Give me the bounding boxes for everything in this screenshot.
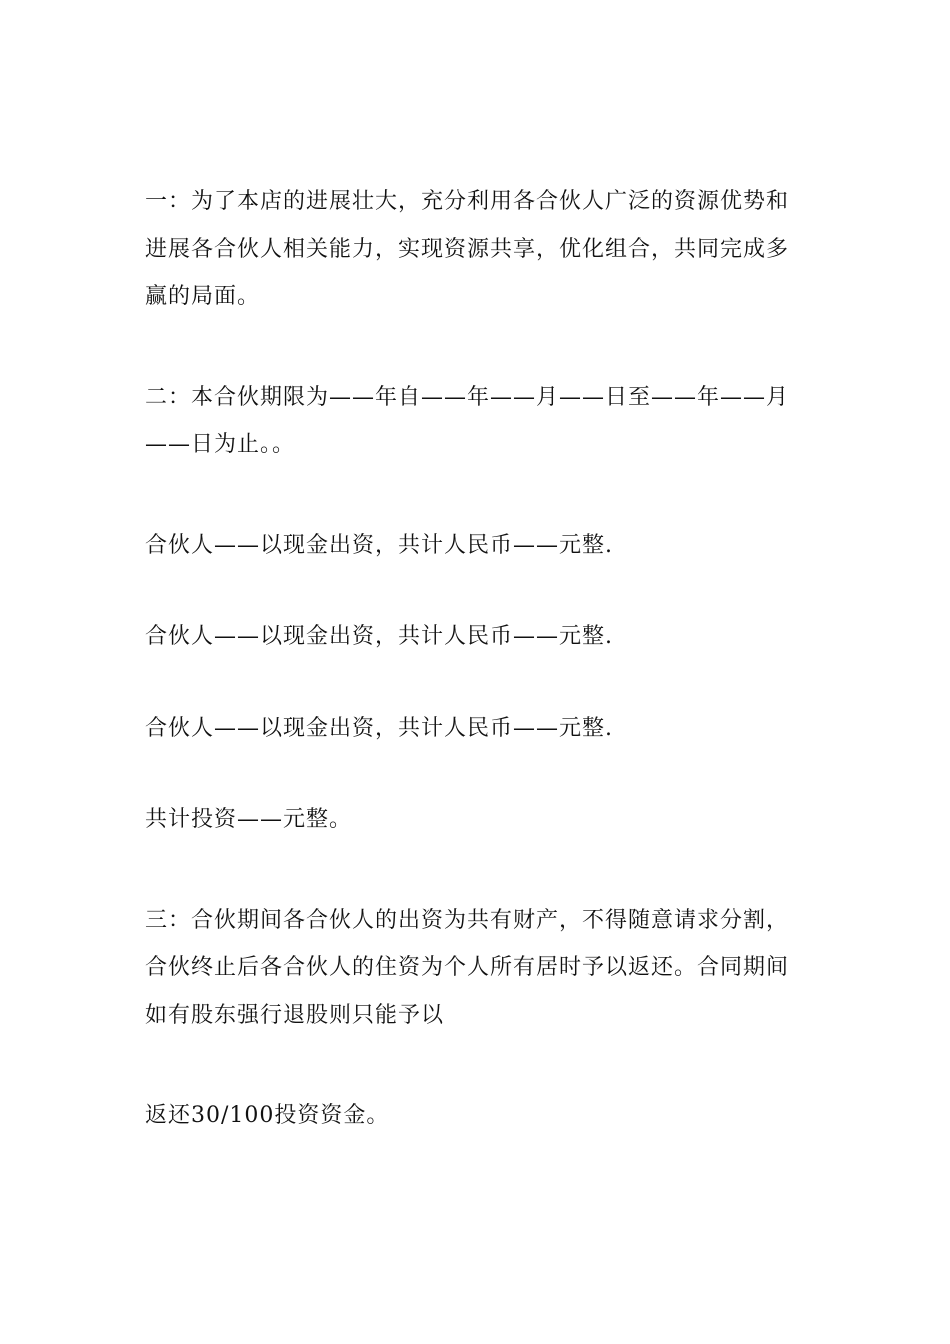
paragraph-partner-contribution-2: 合伙人——以现金出资，共计人民币——元整. bbox=[145, 624, 613, 649]
paragraph-refund: 返还30/100投资资金。 bbox=[145, 1103, 390, 1128]
paragraph-partner-contribution-3: 合伙人——以现金出资，共计人民币——元整. bbox=[145, 715, 613, 741]
paragraph-total-investment: 共计投资——元整。 bbox=[145, 807, 353, 832]
document-body bbox=[145, 178, 810, 1140]
paragraph-term: 二：本合伙期限为——年自——年——月——日至——年——月——日为止。。 bbox=[145, 384, 790, 457]
paragraph-purpose: 一：为了本店的进展壮大，充分利用各合伙人广泛的资源优势和进展各合伙人相关能力，实现资源共享，优化组合，共同完成多赢的局面。 bbox=[145, 189, 790, 309]
paragraph-common-property: 三：合伙期间各合伙人的出资为共有财产，不得随意请求分割，合伙终止后各合伙人的住资为个人所有居时予以返还。合同期间如有股东强行退股则只能予以 bbox=[145, 907, 790, 1028]
paragraph-partner-contribution-1: 合伙人——以现金出资，共计人民币——元整. bbox=[145, 532, 613, 558]
